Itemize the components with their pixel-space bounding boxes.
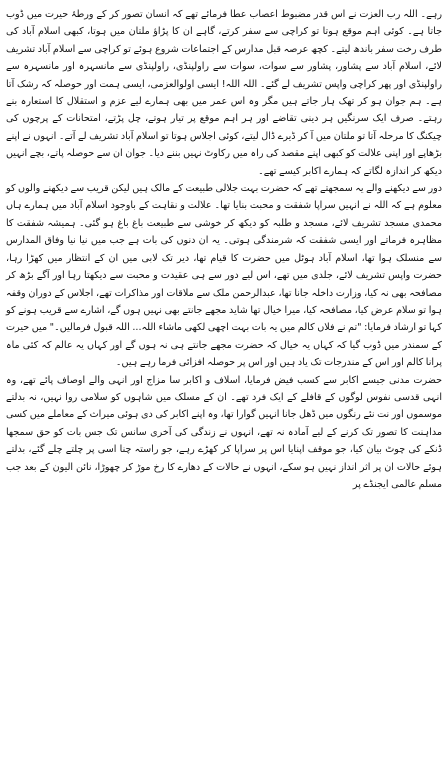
paragraph-2: دور سے دیکھنے والے یہ سمجھتے تھے کہ حضرت بہت جلالی طبیعت کے مالک ہیں لیکن قریب سے دیکھنے والوں کو معلوم ہے کہ اللہ نے انہیں سراپا شفقت و محبت بنایا تھا۔ علالت و نقاہت کے باوجود اسلام آباد میں ہمارے ہاں محمدی مسجد تشریف لائے، مسجد و طلبہ کو دیکھ کر خوشی سے طبیعت باغ باغ ہو گئی۔ ہمیشہ شفقت کا مظاہرہ فرماتے اور ایسی شفقت کہ شرمندگی ہوتی۔ یہ ان دنوں کی بات ہے جب میں نیا نیا وفاق المدارس سے منسلک ہوا تھا، اسلام آباد ہوٹل میں حضرت کا قیام تھا، دیر تک لابی میں ان کے انتظار میں کھڑا رہا، حضرت واپس تشریف لائے، جلدی میں تھے، اس لیے دور سے ہی عقیدت و محبت سے دیکھتا رہا اور آگے بڑھ کر مصافحہ بھی نہ کیا، وزارت داخلہ جانا تھا، عبدالرحمن ملک سے ملاقات اور مذاکرات تھے، اجلاس کے دوران وقفہ ہوا تو سلام عرض کیا، مصافحہ کیا، میرا خیال تھا شاید مجھے جانتے بھی نہیں ہوں گے، اشارے سے قریب ہونے کو کہا تو ارشاد فرمایا: "تم نے فلاں کالم میں یہ بات بہت اچھی لکھی ماشاء اللہ... اللہ قبول فرمالیں۔" میں حیرت کے سمندر میں ڈوب گیا کہ کہاں یہ خیال کہ حضرت مجھے جانتے ہی نہ ہوں گے اور کہاں یہ عالم کہ کئی ماہ پرانا کالم اور اس کے مندرجات تک یاد ہیں اور اس پر حوصلہ افزائی فرما رہے ہیں۔ [5,183,442,369]
paragraph-1: رہے۔ اللہ رب العزت نے اس قدر مضبوط اعصاب عطا فرمائے تھے کہ انسان تصور کر کے ورطۂ حیرت میں ڈوب جاتا ہے۔ کوئی اہم موقع ہوتا تو کراچی سے سفر کرتے، گاہے ان کا پڑاؤ ملتان میں ہوتا، کبھی اسلام آباد کی طرف رخت سفر باندھ لیتے۔ کچھ عرصہ قبل مدارس کے اجتماعات شروع ہوئے تو کراچی سے اسلام آباد تشریف لائے، اسلام آباد سے پشاور، پشاور سے سوات، سوات سے راولپنڈی، راولپنڈی سے مانسہرہ اور مانسہرہ سے راولپنڈی اور پھر کراچی واپس تشریف لے گئے۔ اللہ اللہ! ایسی اولوالعزمی، ایسی ہمت اور حوصلہ کہ رشک آتا ہے۔ ہم جوان ہو کر تھک ہار جاتے ہیں مگر وہ اس عمر میں بھی ہمارے لیے عزم و استقلال کا استعارہ بنے رہتے۔ صرف ایک سرنگیں ہر دینی تقاضے اور ہر اہم موقع پر تیار ہوتے، چل پڑتے، امتحانات کے پرچوں کی چیکنگ کا مرحلہ آتا تو ملتان میں آ کر ڈیرے ڈال لیتے، کوئی اجلاس ہوتا تو اسلام آباد تشریف لے آتے۔ انہوں نے اپنے بڑھاپے اور اپنی علالت کو کبھی اپنے مقصد کی راہ میں رکاوٹ نہیں بننے دیا۔ جوان ان سے حوصلہ پاتے، بچے انہیں دیکھ کر اندازہ لگاتے کہ ہمارے اکابر کیسے تھے۔ [6,9,442,177]
paragraph-3: حضرت مدنی جیسے اکابر سے کسب فیض فرمایا، اسلاف و اکابر سا مزاج اور انہی والے اوصاف پائے تھے، وہ انہی قدسی نفوس لوگوں کے قافلے کے ایک فرد تھے۔ ان کے مسلک میں شاہوں کو سلامی روا نہیں، نہ بدلتے موسموں اور نت نئے رنگوں میں ڈھل جانا انہیں گوارا تھا، وہ اپنے اکابر کی دی ہوئی میراث کے معاملے میں کسی مداہنت کا تصور تک کرنے کے لیے آمادہ نہ تھے، انہوں نے زندگی کی آخری سانس تک جس بات کو حق سمجھا ڈنکے کی چوٹ بیان کیا، جو موقف اپنایا اس پر سراپا کر کھڑے رہے، جو راستہ چنا اسی پر چلتے چلے گئے، بدلتے ہوئے حالات ان پر اثر انداز نہیں ہو سکے، انہوں نے حالات کے دھارے کا رخ موڑ کر چھوڑا، نائن الیون کے بعد جب مسلم عالمی ایجنڈے پر [6,374,442,490]
